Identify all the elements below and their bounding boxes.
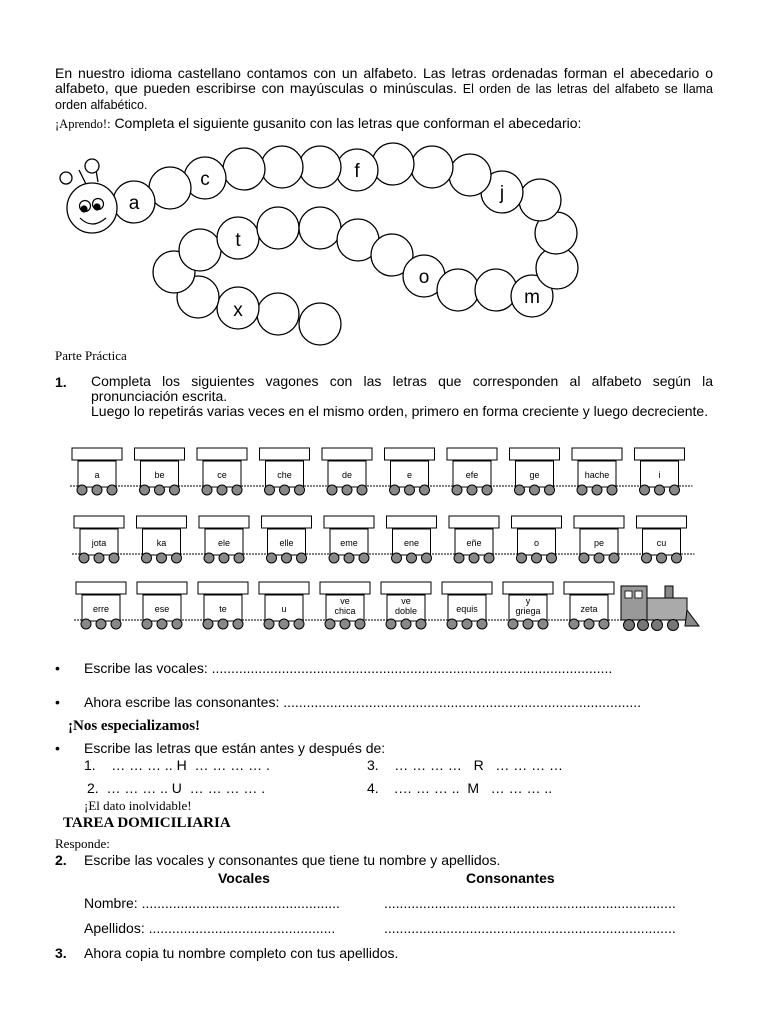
wheel-icon <box>265 485 275 495</box>
wagon <box>442 582 492 629</box>
wheel-icon <box>515 485 525 495</box>
wagon-label: eme <box>340 538 358 548</box>
wheel-icon <box>482 485 492 495</box>
wagon-roof <box>512 516 562 528</box>
body-segment <box>299 146 341 188</box>
wagon-roof <box>199 516 249 528</box>
wheel-icon <box>592 485 602 495</box>
wagon-roof <box>137 516 187 528</box>
wheel-icon <box>280 485 290 495</box>
wagon-label: ene <box>403 538 420 548</box>
wagon-label: eñe <box>466 538 482 548</box>
wheel-icon <box>344 553 354 563</box>
wagon-label: chica <box>334 606 356 616</box>
wheel-icon <box>594 553 604 563</box>
nombre-consonantes-field[interactable]: ........................................................................... <box>384 895 676 911</box>
wagon <box>324 516 374 563</box>
wagon-label: u <box>281 604 287 614</box>
apellidos-field[interactable]: Apellidos: ................................................ <box>84 920 336 936</box>
item1-line1: Completa los siguientes vagones con las letras que corresponden al alfabeto según la pronunciación escrita. <box>91 373 713 404</box>
wheel-icon <box>232 485 242 495</box>
wheel-icon <box>477 619 487 629</box>
wheel-icon <box>530 485 540 495</box>
wheel-icon <box>217 485 227 495</box>
tarea-title: TAREA DOMICILIARIA <box>63 815 231 831</box>
wheel-icon <box>79 553 89 563</box>
wheel-icon <box>109 553 119 563</box>
question-2: 2. … … … .. U … … … … . <box>87 780 266 796</box>
wheel-icon <box>218 619 228 629</box>
wheel-icon <box>111 619 121 629</box>
wheel-icon <box>142 553 152 563</box>
aprendo-line <box>55 115 581 132</box>
item-number: 1. <box>55 374 67 390</box>
wagon-label: ce <box>217 470 227 480</box>
wheel-icon <box>640 485 650 495</box>
wheel-icon <box>545 485 555 495</box>
wheel-icon <box>107 485 117 495</box>
wagon <box>262 516 312 563</box>
wagon-label: ele <box>217 538 231 548</box>
caterpillar-letter: o <box>418 267 430 288</box>
dato-inolvidable: ¡El dato inolvidable! <box>84 798 192 813</box>
wagon <box>72 448 122 495</box>
wheel-icon <box>357 485 367 495</box>
wheel-icon <box>420 485 430 495</box>
wheel-icon <box>577 485 587 495</box>
wagon-roof <box>320 582 370 594</box>
wheel-icon <box>81 619 91 629</box>
wagon-roof <box>387 516 437 528</box>
wagon-roof <box>572 448 622 460</box>
wagon-label: o <box>533 538 540 548</box>
wheel-icon <box>599 619 609 629</box>
wagon-label: e <box>406 470 413 480</box>
wheel-icon <box>264 619 274 629</box>
wheel-icon <box>469 553 479 563</box>
wagon <box>74 516 124 563</box>
wheel-icon <box>267 553 277 563</box>
wheel-icon <box>172 553 182 563</box>
bullet-vocales: • <box>55 660 60 676</box>
wheel-icon <box>233 619 243 629</box>
wheel-icon <box>609 553 619 563</box>
wheel-icon <box>392 553 402 563</box>
wagon-label: efe <box>465 470 479 480</box>
wheel-icon <box>359 553 369 563</box>
wagon-label: doble <box>394 606 418 616</box>
wheel-icon <box>282 553 292 563</box>
caterpillar-letter: j <box>499 183 505 204</box>
wheel-icon <box>279 619 289 629</box>
wheel-icon <box>142 619 152 629</box>
wheel-icon <box>294 619 304 629</box>
body-segment <box>257 207 299 249</box>
wheel-icon <box>295 485 305 495</box>
wagon-label: ese <box>154 604 170 614</box>
consonantes-prompt: Ahora escribe las consonantes: ............................................................................................ <box>84 694 642 710</box>
wagon-roof <box>74 516 124 528</box>
wagon-roof <box>324 516 374 528</box>
wheel-icon <box>538 619 548 629</box>
wheel-icon <box>96 619 106 629</box>
wheel-icon <box>454 553 464 563</box>
wagon-label: ve <box>340 596 350 606</box>
body-segment <box>519 179 561 221</box>
wagon-label: elle <box>279 538 294 548</box>
wagon-roof <box>259 582 309 594</box>
wheel-icon <box>532 553 542 563</box>
column-consonantes: Consonantes <box>466 870 555 886</box>
wheel-icon <box>329 553 339 563</box>
question-3: 3. … … … … R … … … … <box>367 757 564 773</box>
practica-title: Parte Práctica <box>55 348 127 363</box>
wheel-icon <box>517 553 527 563</box>
wagon <box>572 448 622 495</box>
wheel-icon <box>405 485 415 495</box>
train-figure <box>0 440 768 640</box>
wheel-icon <box>584 619 594 629</box>
wagon <box>512 516 562 563</box>
wheel-icon <box>407 553 417 563</box>
wheel-icon <box>340 619 350 629</box>
wheel-icon <box>401 619 411 629</box>
wagon <box>199 516 249 563</box>
wheel-icon <box>422 553 432 563</box>
wagon-roof <box>385 448 435 460</box>
bullet-consonantes: • <box>55 694 60 710</box>
wagon-label: zeta <box>580 604 598 614</box>
wheel-icon <box>523 619 533 629</box>
question-1: 1. … … … .. H … … … … . <box>84 757 270 773</box>
caterpillar-letter: m <box>524 287 540 308</box>
wagon <box>449 516 499 563</box>
wagon-roof <box>564 582 614 594</box>
wheel-icon <box>92 485 102 495</box>
wagon <box>387 516 437 563</box>
wheel-icon <box>327 485 337 495</box>
caterpillar-letter: a <box>128 193 140 214</box>
wagon <box>564 582 614 629</box>
caterpillar-head <box>67 183 117 233</box>
question-4: 4. .… … … .. M … … … .. <box>367 780 553 796</box>
antenna-ball <box>85 159 99 173</box>
wagon-label: de <box>341 470 353 480</box>
wheel-icon <box>447 619 457 629</box>
antenna-ball <box>60 172 72 184</box>
item1-line2: Luego lo repetirás varias veces en el mismo orden, primero en forma creciente y luego decreciente. <box>91 403 709 419</box>
wheel-icon <box>94 553 104 563</box>
wagon-roof <box>442 582 492 594</box>
wagon-roof <box>260 448 310 460</box>
vocales-prompt: Escribe las vocales: ....................................................................................................... <box>84 660 613 676</box>
wheel-icon <box>342 485 352 495</box>
body-segment <box>437 269 479 311</box>
intro-text-tail: El orden de las letras del alfabeto se llama orden alfabético. <box>55 82 714 112</box>
wheel-icon <box>416 619 426 629</box>
wheel-icon <box>452 485 462 495</box>
wheel-icon <box>202 485 212 495</box>
wagon-label: ve <box>401 596 411 606</box>
wheel-icon <box>657 553 667 563</box>
wagon-label: y <box>525 596 531 606</box>
wagon <box>322 448 372 495</box>
column-vocales: Vocales <box>218 870 270 886</box>
item-number: 3. <box>55 945 67 961</box>
wagon-roof <box>635 448 685 460</box>
wagon-roof <box>637 516 687 528</box>
wheel-icon <box>140 485 150 495</box>
body-segment <box>372 143 414 185</box>
wagon <box>635 448 685 495</box>
wagon-label: griega <box>515 606 541 616</box>
wheel-icon <box>547 553 557 563</box>
wheel-icon <box>672 553 682 563</box>
wagon <box>381 582 431 629</box>
wagon-roof <box>197 448 247 460</box>
body-segment <box>475 269 517 311</box>
intro-paragraph <box>55 66 713 113</box>
wagon-label: ka <box>156 538 167 548</box>
wheel-icon <box>642 553 652 563</box>
wagon <box>574 516 624 563</box>
body-segment <box>261 146 303 188</box>
wagon-roof <box>449 516 499 528</box>
wheel-icon <box>355 619 365 629</box>
wagon-roof <box>510 448 560 460</box>
wagon-roof <box>574 516 624 528</box>
wagon <box>637 516 687 563</box>
wagon-roof <box>381 582 431 594</box>
locomotive-icon <box>621 586 699 631</box>
wagon <box>385 448 435 495</box>
body-segment <box>411 146 453 188</box>
wagon <box>260 448 310 495</box>
caterpillar-letter: t <box>235 230 241 251</box>
body-segment <box>449 154 491 196</box>
antes-despues-instruction: Escribe las letras que están antes y después de: <box>84 740 386 756</box>
wheel-icon <box>234 553 244 563</box>
wheel-icon <box>467 485 477 495</box>
wheel-icon <box>655 485 665 495</box>
wheel-icon <box>508 619 518 629</box>
bullet-antes: • <box>55 740 60 756</box>
wagon-roof <box>262 516 312 528</box>
aprendo-label: ¡Aprendo!: <box>55 117 111 131</box>
wagon-label: erre <box>92 604 110 614</box>
wagon-roof <box>198 582 248 594</box>
wagon-label: a <box>94 470 100 480</box>
body-segment <box>257 293 299 335</box>
wagon <box>198 582 248 629</box>
wagon <box>135 448 185 495</box>
wagon <box>447 448 497 495</box>
wagon <box>259 582 309 629</box>
wagon-label: jota <box>91 538 107 548</box>
wagon-roof <box>503 582 553 594</box>
wagon-label: che <box>277 470 292 480</box>
wagon-label: ge <box>529 470 540 480</box>
wagon-roof <box>322 448 372 460</box>
antenna-line <box>79 170 86 184</box>
wagon <box>76 582 126 629</box>
wheel-icon <box>155 485 165 495</box>
apellidos-consonantes-field[interactable]: ........................................................................... <box>384 920 676 936</box>
wagon <box>320 582 370 629</box>
wheel-icon <box>462 619 472 629</box>
item2-text: Escribe las vocales y consonantes que tiene tu nombre y apellidos. <box>84 852 501 868</box>
wagon <box>510 448 560 495</box>
wheel-icon <box>484 553 494 563</box>
wagon-label: hache <box>584 470 610 480</box>
wheel-icon <box>325 619 335 629</box>
responde-label: Responde: <box>55 836 110 851</box>
wheel-icon <box>607 485 617 495</box>
intro-text: En nuestro idioma castellano contamos con un alfabeto. Las letras ordenadas forman el abecedario o alfabeto, que pueden escribirse con mayúsculas o minúsculas. <box>55 65 713 96</box>
wheel-icon <box>157 553 167 563</box>
pupil <box>81 206 87 212</box>
wagon-label: te <box>219 604 227 614</box>
wagon-label: pe <box>593 538 605 548</box>
wagon-roof <box>135 448 185 460</box>
nombre-field[interactable]: Nombre: ................................................... <box>84 895 340 911</box>
wheel-icon <box>670 485 680 495</box>
wagon <box>503 582 553 629</box>
wheel-icon <box>297 553 307 563</box>
wagon-label: be <box>154 470 165 480</box>
wagon-label: equis <box>456 604 478 614</box>
wagon-roof <box>72 448 122 460</box>
pupil <box>94 204 100 210</box>
item-number: 2. <box>55 852 67 868</box>
wagon <box>137 582 187 629</box>
wheel-icon <box>77 485 87 495</box>
wagon <box>197 448 247 495</box>
body-segment <box>299 207 341 249</box>
aprendo-text: Completa el siguiente gusanito con las letras que conforman el abecedario: <box>114 115 582 131</box>
caterpillar-figure <box>0 140 768 350</box>
wagon-roof <box>447 448 497 460</box>
wagon-label: cu <box>656 538 667 548</box>
wheel-icon <box>157 619 167 629</box>
wagon-label: i <box>658 470 661 480</box>
caterpillar-letter: c <box>200 169 210 190</box>
caterpillar-letter: f <box>354 161 360 182</box>
item1-text <box>91 374 713 419</box>
body-segment <box>299 303 341 345</box>
especializamos-title: ¡Nos especializamos! <box>68 718 201 734</box>
body-segment <box>223 148 265 190</box>
wheel-icon <box>386 619 396 629</box>
caterpillar-letter: x <box>233 300 243 321</box>
body-segment <box>179 229 221 271</box>
wheel-icon <box>219 553 229 563</box>
wheel-icon <box>170 485 180 495</box>
wheel-icon <box>172 619 182 629</box>
item3-text: Ahora copia tu nombre completo con tus apellidos. <box>84 945 399 961</box>
wagon-roof <box>137 582 187 594</box>
wheel-icon <box>390 485 400 495</box>
wheel-icon <box>569 619 579 629</box>
wagon-roof <box>76 582 126 594</box>
wheel-icon <box>203 619 213 629</box>
wheel-icon <box>204 553 214 563</box>
wheel-icon <box>579 553 589 563</box>
wagon <box>137 516 187 563</box>
